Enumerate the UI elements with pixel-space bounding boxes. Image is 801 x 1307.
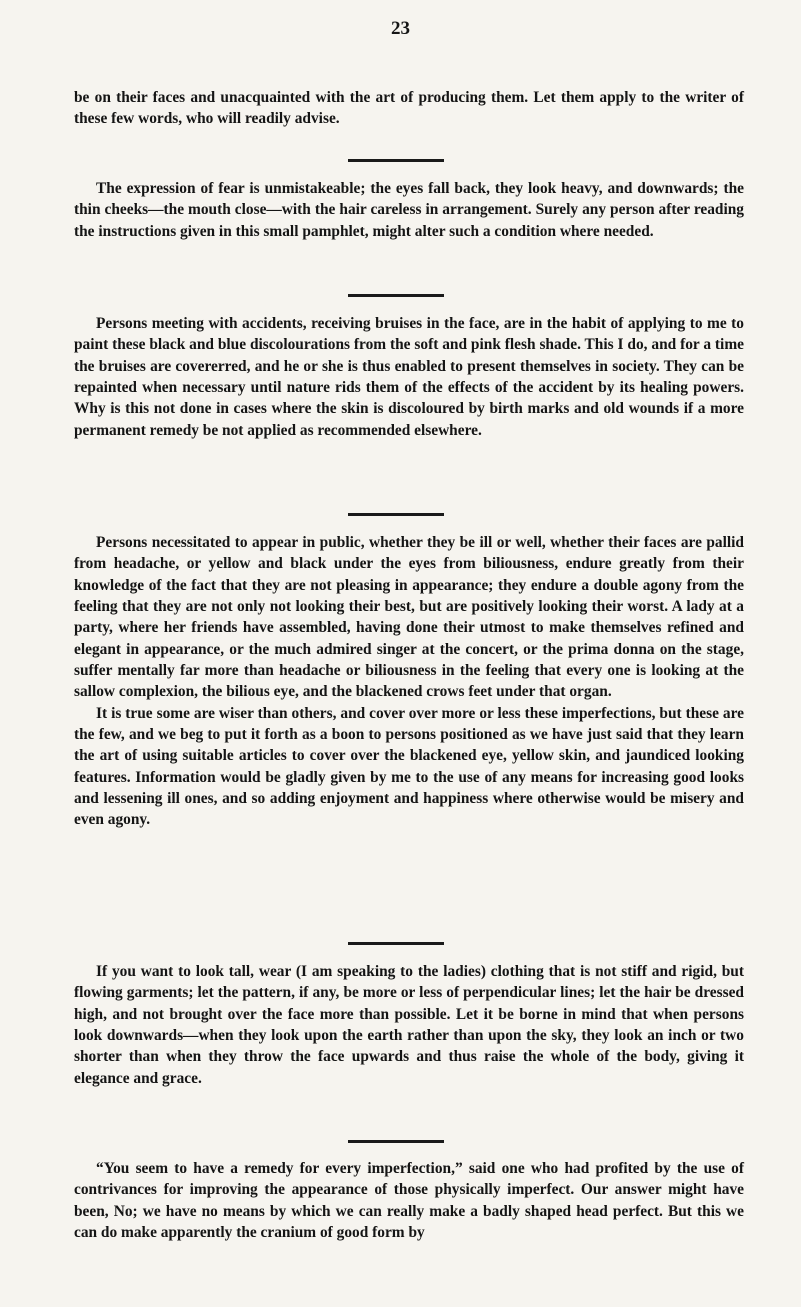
- paragraph-2: [74, 178, 744, 242]
- section-divider: [348, 942, 444, 945]
- paragraph-text: Persons necessitated to appear in public, whether they be ill or well, whether their faces are pallid from headache, or yellow and black under the eyes from biliousness, endure greatly from their knowledge of the fact that they are not pleasing in appearance; they endure a double agony from the feeling that they are not only not looking their best, but are positively looking their worst. A lady at a party, where her friends have assembled, having done their utmost to make themselves refined and elegant in appearance, or the much admired singer at the concert, or the prima donna on the stage, suffer mentally far more than headache or biliousness in the feeling that every one is looking at the sallow complexion, the bilious eye, and the blackened crows feet under that organ.: [74, 534, 744, 701]
- section-divider: [348, 294, 444, 297]
- section-divider: [348, 513, 444, 516]
- paragraph-1: [74, 87, 744, 130]
- paragraph-text: The expression of fear is unmistakeable; the eyes fall back, they look heavy, and downwards; the thin cheeks—the mouth close—with the hair careless in arrangement. Surely any person after reading the instructions given in this small pamphlet, might alter such a condition where needed.: [74, 180, 744, 240]
- paragraph-6: [74, 1158, 744, 1243]
- paragraph-5: [74, 961, 744, 1089]
- paragraph-3: [74, 313, 744, 441]
- paragraph-text: Persons meeting with accidents, receiving bruises in the face, are in the habit of applying to me to paint these black and blue discolourations from the soft and pink flesh shade. This I do, and for a time the bruises are covererred, and he or she is thus enabled to present themselves in society. They can be repainted when necessary until nature rids them of the effects of the accident by its healing powers. Why is this not done in cases where the skin is discoloured by birth marks and old wounds if a more permanent remedy be not applied as recommended elsewhere.: [74, 315, 744, 439]
- section-divider: [348, 159, 444, 162]
- paragraph-4: [74, 532, 744, 831]
- paragraph-text: be on their faces and unacquainted with the art of producing them. Let them apply to the writer of these few words, who will readily advise.: [74, 89, 744, 128]
- paragraph-text: It is true some are wiser than others, and cover over more or less these imperfections, but these are the few, and we beg to put it forth as a boon to persons positioned as we have just said that they learn the art of using suitable articles to cover over the blackened eye, yellow skin, and jaundiced looking features. Information would be gladly given by me to the use of any means for increasing good looks and lessening ill ones, and so adding enjoyment and happiness where otherwise would be misery and even agony.: [74, 704, 744, 829]
- paragraph-text: If you want to look tall, wear (I am speaking to the ladies) clothing that is not stiff and rigid, but flowing garments; let the pattern, if any, be more or less of perpendicular lines; let the hair be dressed high, and not brought over the face more than possible. Let it be borne in mind that when persons look downwards—when they look upon the earth rather than upon the sky, they look an inch or two shorter than when they throw the face upwards and thus raise the whole of the body, giving it elegance and grace.: [74, 963, 744, 1087]
- page-number: 23: [391, 18, 410, 39]
- paragraph-text: “You seem to have a remedy for every imperfection,” said one who had profited by the use of contrivances for improving the appearance of those physically imperfect. Our answer might have been, No; we have no means by which we can really make a badly shaped head perfect. But this we can do make apparently the cranium of good form by: [74, 1160, 744, 1242]
- section-divider: [348, 1140, 444, 1143]
